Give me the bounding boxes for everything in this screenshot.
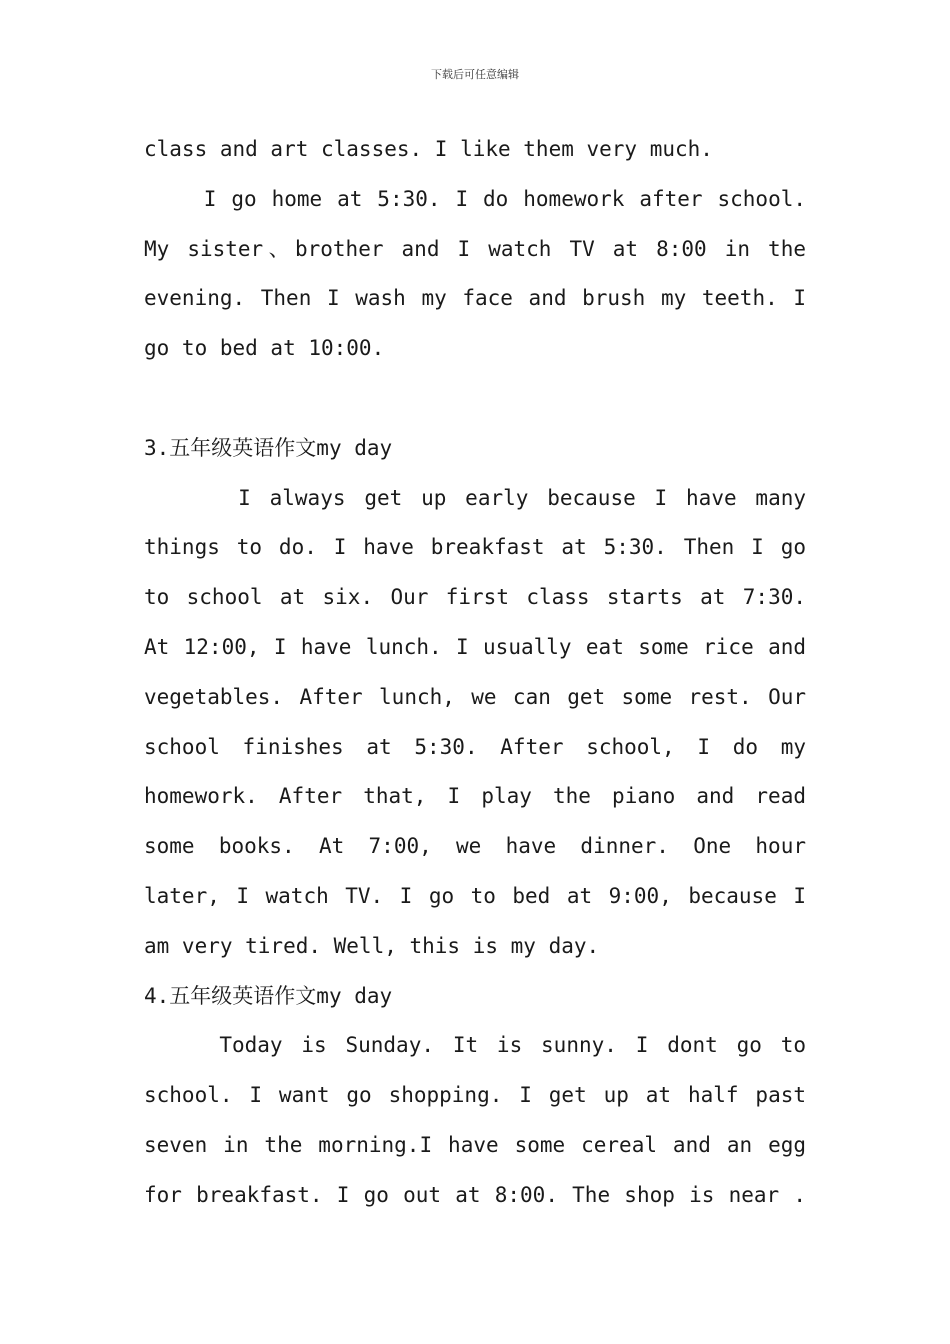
section-title-en: my day <box>316 435 393 460</box>
text-line: school finishes at 5:30. After school, I do my <box>144 734 806 759</box>
text-line: seven in the morning.I have some cereal and an egg <box>144 1132 806 1157</box>
text-line: things to do. I have breakfast at 5:30. Then I go <box>144 535 806 560</box>
text-line: evening. Then I wash my face and brush my teeth. I <box>144 286 806 311</box>
text-line: some books. At 7:00, we have dinner. One hour <box>144 834 806 859</box>
text-line: school. I want go shopping. I get up at half past <box>144 1083 806 1108</box>
text-line: to school at six. Our first class starts at 7:30. <box>144 585 806 610</box>
section-title-cjk: 五年级英语作文 <box>169 435 317 460</box>
text-line: At 12:00, I have lunch. I usually eat some rice and <box>144 634 806 659</box>
document-body <box>144 125 806 1221</box>
section-number: 4. <box>144 983 170 1008</box>
section-heading <box>144 424 806 474</box>
section-title-cjk: 五年级英语作文 <box>169 983 317 1008</box>
paragraph-gap <box>144 374 806 424</box>
text-line: for breakfast. I go out at 8:00. The shop is near . <box>144 1182 806 1207</box>
text-line: I go home at 5:30. I do homework after school. <box>144 186 806 211</box>
text-line: am very tired. Well, this is my day. <box>144 933 600 958</box>
page-header: 下载后可任意编辑 <box>431 68 519 81</box>
text-line: go to bed at 10:00. <box>144 336 385 361</box>
text-line: class and art classes. I like them very much. <box>144 137 713 161</box>
text-line: I always get up early because I have many <box>144 485 806 510</box>
section-heading <box>144 972 806 1022</box>
section-title-en: my day <box>316 983 393 1008</box>
text-line: Today is Sunday. It is sunny. I dont go to <box>144 1033 806 1058</box>
text-line: later, I watch TV. I go to bed at 9:00, because I <box>144 883 806 908</box>
text-line: homework. After that, I play the piano and read <box>144 784 806 809</box>
section-number: 3. <box>144 435 170 460</box>
text-line: My sister、brother and I watch TV at 8:00 in the <box>144 236 806 261</box>
text-line: vegetables. After lunch, we can get some rest. Our <box>144 684 806 709</box>
